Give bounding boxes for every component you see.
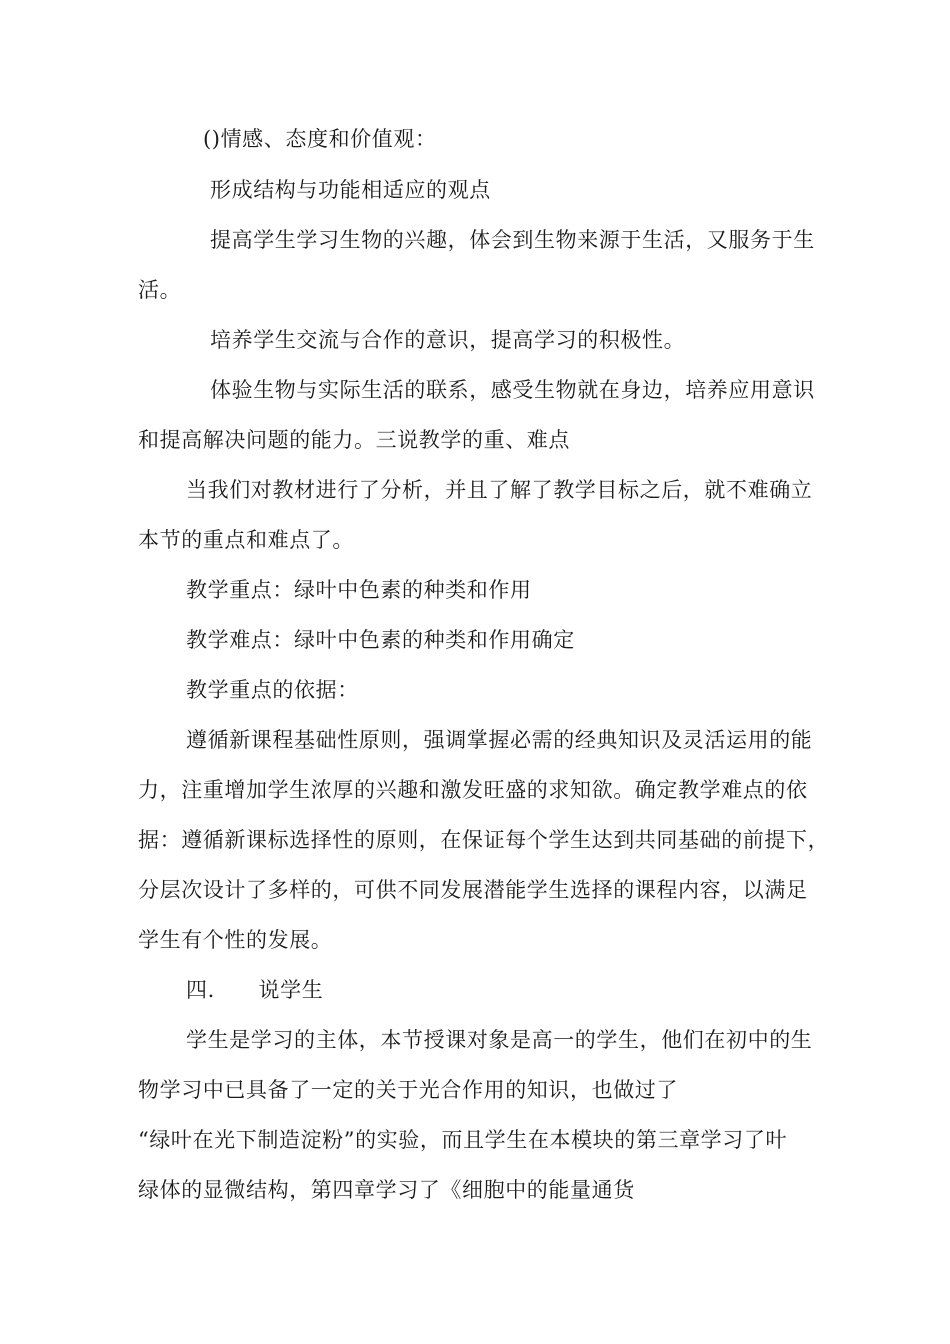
paragraph-line: 活。 <box>138 278 182 302</box>
paragraph-line: 力，注重增加学生浓厚的兴趣和激发旺盛的求知欲。确定教学难点的依 <box>138 778 808 802</box>
paragraph-line: 本节的重点和难点了。 <box>138 528 354 552</box>
paragraph-line: 物学习中已具备了一定的关于光合作用的知识，也做过了 <box>138 1078 678 1102</box>
paragraph-line: 形成结构与功能相适应的观点 <box>210 178 491 202</box>
heading-emotion-attitude-values: ()情感、态度和价值观： <box>203 127 437 151</box>
key-point-line: 教学重点：绿叶中色素的种类和作用 <box>186 578 532 602</box>
paragraph-line: 绿体的显微结构，第四章学习了《细胞中的能量通货 <box>138 1178 635 1202</box>
paragraph-line: 学生是学习的主体，本节授课对象是高一的学生，他们在初中的生 <box>186 1028 813 1052</box>
paragraph-line: 据：遵循新课标选择性的原则，在保证每个学生达到共同基础的前提下， <box>138 828 830 852</box>
paragraph-line: “绿叶在光下制造淀粉”的实验，而且学生在本模块的第三章学习了叶 <box>138 1128 788 1152</box>
difficult-point-line: 教学难点：绿叶中色素的种类和作用确定 <box>186 628 575 652</box>
paragraph-line: 分层次设计了多样的，可供不同发展潜能学生选择的课程内容，以满足 <box>138 878 808 902</box>
paragraph-line: 体验生物与实际生活的联系，感受生物就在身边，培养应用意识 <box>210 378 815 402</box>
paragraph-line: 和提高解决问题的能力。三说教学的重、难点 <box>138 428 570 452</box>
paragraph-line: 学生有个性的发展。 <box>138 928 333 952</box>
paragraph-line: 提高学生学习生物的兴趣，体会到生物来源于生活，又服务于生 <box>210 228 815 252</box>
paragraph-line: 培养学生交流与合作的意识，提高学习的积极性。 <box>210 328 686 352</box>
key-point-basis-heading: 教学重点的依据： <box>186 678 359 702</box>
section-heading-students: 四. 说学生 <box>186 978 324 1002</box>
paragraph-line: 当我们对教材进行了分析，并且了解了教学目标之后，就不难确立 <box>186 478 813 502</box>
paragraph-line: 遵循新课程基础性原则，强调掌握必需的经典知识及灵活运用的能 <box>186 728 813 752</box>
